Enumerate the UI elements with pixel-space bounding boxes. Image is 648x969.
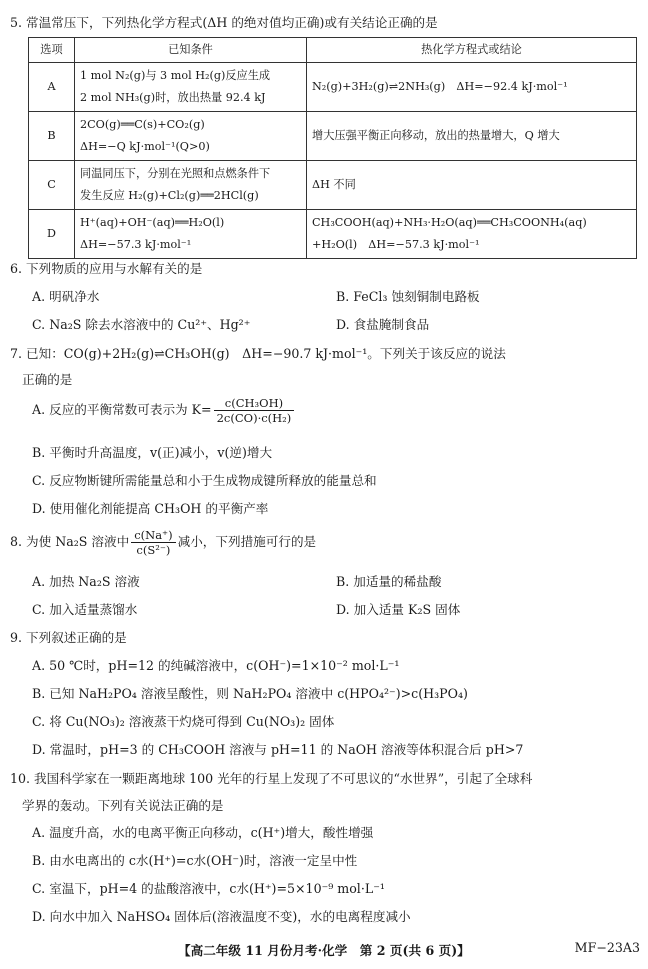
table-row [29, 112, 637, 161]
q7-stem-cont: 正确的是 [22, 372, 73, 387]
q6-stem: 6. 下列物质的应用与水解有关的是 [10, 261, 203, 276]
condition-line: ΔH=−Q kJ·mol⁻¹(Q>0) [80, 140, 210, 153]
result-line: N₂(g)+3H₂(g)⇌2NH₃(g) ΔH=−92.4 kJ·mol⁻¹ [312, 80, 568, 93]
row-key: B [29, 112, 75, 161]
footer-title: 【高二年级 11 月份月考·化学 第 2 页(共 6 页)】 [178, 943, 470, 958]
condition-line: H⁺(aq)+OH⁻(aq)══H₂O(l) [80, 216, 225, 229]
q8-option-a: A. 加热 Na₂S 溶液 [32, 574, 140, 589]
q7-option-a-text: A. 反应的平衡常数可表示为 K= [32, 402, 212, 417]
q9-option-d: D. 常温时，pH=3 的 CH₃COOH 溶液与 pH=11 的 NaOH 溶液等体积混合后 pH>7 [32, 742, 524, 757]
q10-option-b: B. 由水电离出的 c水(H⁺)=c水(OH⁻)时，溶液一定呈中性 [32, 853, 358, 868]
fraction-numerator: c(CH₃OH) [214, 396, 295, 411]
q9-option-c: C. 将 Cu(NO₃)₂ 溶液蒸干灼烧可得到 Cu(NO₃)₂ 固体 [32, 714, 335, 729]
table-header-row [29, 38, 637, 63]
q9-option-b: B. 已知 NaH₂PO₄ 溶液呈酸性，则 NaH₂PO₄ 溶液中 c(HPO₄²⁻)>c(H₃PO₄) [32, 686, 468, 701]
q6-option-c: C. Na₂S 除去水溶液中的 Cu²⁺、Hg²⁺ [32, 317, 251, 332]
condition-line: ΔH=−57.3 kJ·mol⁻¹ [80, 238, 192, 251]
fraction-denominator: 2c(CO)·c(H₂) [216, 411, 292, 425]
footer-code: MF−23A3 [574, 940, 640, 955]
q10-option-d: D. 向水中加入 NaHSO₄ 固体后(溶液温度不变)，水的电离程度减小 [32, 909, 411, 924]
ratio-fraction [131, 528, 175, 557]
q8-option-d: D. 加入适量 K₂S 固体 [336, 602, 461, 617]
q8-stem [10, 528, 316, 557]
table-row [29, 210, 637, 259]
q10-option-c: C. 室温下，pH=4 的盐酸溶液中，c水(H⁺)=5×10⁻⁹ mol·L⁻¹ [32, 881, 385, 896]
row-key: D [29, 210, 75, 259]
result-line: CH₃COOH(aq)+NH₃·H₂O(aq)══CH₃COONH₄(aq) [312, 216, 587, 229]
q8-stem-post: 减小，下列措施可行的是 [177, 534, 317, 549]
table-row [29, 161, 637, 210]
q7-option-b: B. 平衡时升高温度，v(正)减小，v(逆)增大 [32, 445, 273, 460]
row-result [307, 63, 637, 112]
condition-line: 发生反应 H₂(g)+Cl₂(g)══2HCl(g) [80, 189, 259, 202]
q10-option-a: A. 温度升高，水的电离平衡正向移动，c(H⁺)增大，酸性增强 [32, 825, 374, 840]
row-key: C [29, 161, 75, 210]
row-condition [75, 210, 307, 259]
q5-table [28, 37, 637, 259]
condition-line: 同温同压下，分别在光照和点燃条件下 [80, 167, 271, 180]
result-line: 增大压强平衡正向移动，放出的热量增大，Q 增大 [312, 129, 560, 142]
q7-option-c: C. 反应物断键所需能量总和小于生成物成键所释放的能量总和 [32, 473, 377, 488]
result-line: +H₂O(l) ΔH=−57.3 kJ·mol⁻¹ [312, 238, 480, 251]
equilibrium-fraction [214, 396, 295, 425]
row-result [307, 161, 637, 210]
q10-stem: 10. 我国科学家在一颗距离地球 100 光年的行星上发现了不可思议的“水世界”，引起了全球科 [10, 771, 533, 786]
q5-stem: 5. 常温常压下，下列热化学方程式(ΔH 的绝对值均正确)或有关结论正确的是 [10, 15, 438, 30]
row-key: A [29, 63, 75, 112]
row-result [307, 210, 637, 259]
q7-stem: 7. 已知：CO(g)+2H₂(g)⇌CH₃OH(g) ΔH=−90.7 kJ·mol⁻¹。下列关于该反应的说法 [10, 346, 506, 361]
table-row [29, 63, 637, 112]
fraction-denominator: c(S²⁻) [136, 543, 171, 557]
row-condition [75, 161, 307, 210]
condition-line: 2CO(g)══C(s)+CO₂(g) [80, 118, 205, 131]
q6-option-d: D. 食盐腌制食品 [336, 317, 430, 332]
q6-option-b: B. FeCl₃ 蚀刻铜制电路板 [336, 289, 480, 304]
fraction-numerator: c(Na⁺) [131, 528, 175, 543]
q9-option-a: A. 50 ℃时，pH=12 的纯碱溶液中，c(OH⁻)=1×10⁻² mol·L⁻¹ [32, 658, 400, 673]
row-condition [75, 63, 307, 112]
q7-option-a [32, 396, 296, 425]
header-result: 热化学方程式或结论 [307, 38, 637, 63]
q8-stem-pre: 8. 为使 Na₂S 溶液中 [10, 534, 130, 549]
row-condition [75, 112, 307, 161]
q9-stem: 9. 下列叙述正确的是 [10, 630, 127, 645]
result-line: ΔH 不同 [312, 178, 356, 191]
condition-line: 1 mol N₂(g)与 3 mol H₂(g)反应生成 [80, 69, 271, 82]
header-option: 选项 [29, 38, 75, 63]
q10-stem-cont: 学界的轰动。下列有关说法正确的是 [22, 798, 224, 813]
condition-line: 2 mol NH₃(g)时，放出热量 92.4 kJ [80, 91, 266, 104]
row-result [307, 112, 637, 161]
q7-option-d: D. 使用催化剂能提高 CH₃OH 的平衡产率 [32, 501, 269, 516]
q8-option-c: C. 加入适量蒸馏水 [32, 602, 138, 617]
q8-option-b: B. 加适量的稀盐酸 [336, 574, 442, 589]
q6-option-a: A. 明矾净水 [32, 289, 100, 304]
header-condition: 已知条件 [75, 38, 307, 63]
